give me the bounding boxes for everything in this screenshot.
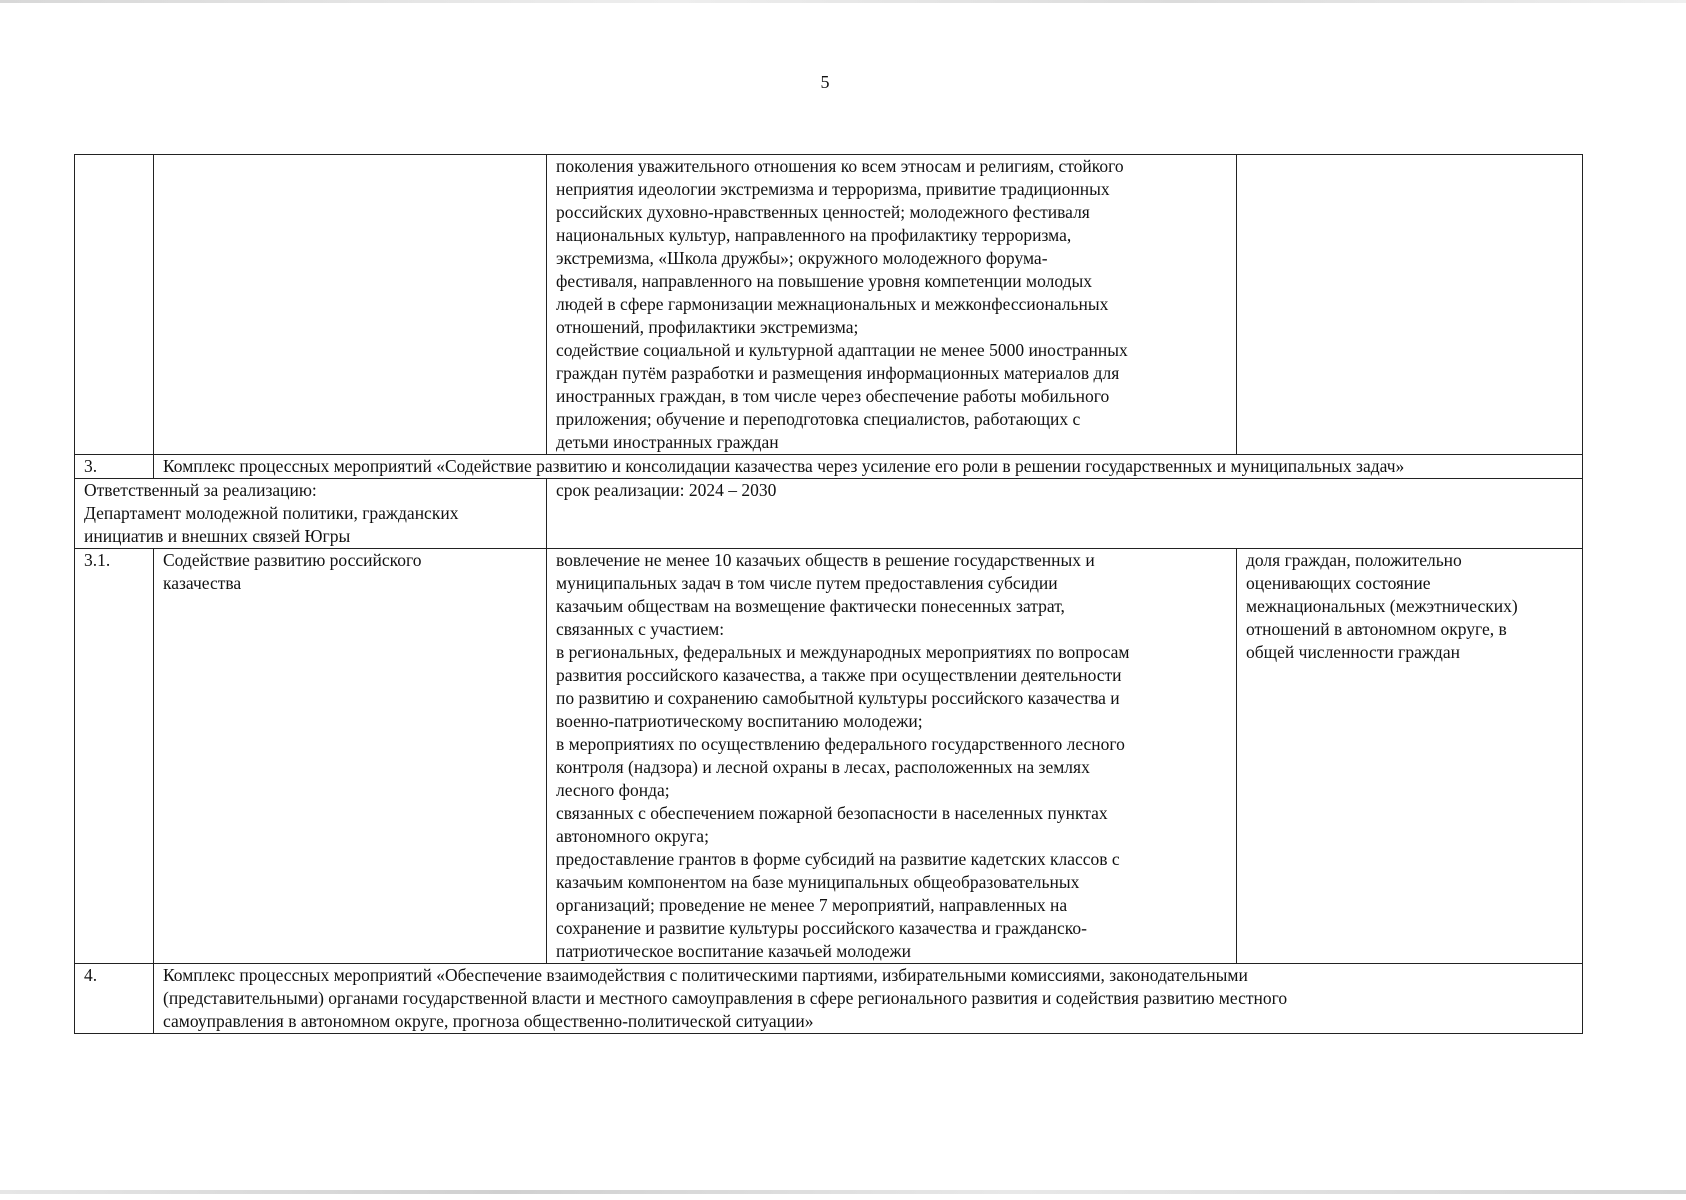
task-line: по развитию и сохранению самобытной культуры российского казачества и xyxy=(556,688,1120,708)
section-number: 3. xyxy=(75,455,154,479)
section-title-text: Комплекс процессных мероприятий «Содействие развитию и консолидации казачества через усиление его роли в решении государственных и муниципальных задач» xyxy=(163,456,1405,476)
name-cell xyxy=(154,155,547,455)
section-title-line: самоуправления в автономном округе, прогноза общественно-политической ситуации» xyxy=(163,1011,814,1031)
scan-edge-bottom xyxy=(0,1190,1686,1194)
task-line: иностранных граждан, в том числе через обеспечение работы мобильного xyxy=(556,386,1110,406)
indicator-line: отношений в автономном округе, в xyxy=(1246,619,1507,639)
task-line: казачьим обществам на возмещение фактически понесенных затрат, xyxy=(556,596,1065,616)
term-cell xyxy=(547,479,1583,549)
indicator-line: оценивающих состояние xyxy=(1246,573,1431,593)
num-cell: 3.1. xyxy=(75,549,154,964)
program-table xyxy=(74,154,1583,1034)
task-line: организаций; проведение не менее 7 мероприятий, направленных на xyxy=(556,895,1068,915)
task-line: экстремизма, «Школа дружбы»; окружного молодежного форума- xyxy=(556,248,1048,268)
task-line: в региональных, федеральных и международных мероприятиях по вопросам xyxy=(556,642,1130,662)
task-line: национальных культур, направленного на профилактику терроризма, xyxy=(556,225,1072,245)
task-line: людей в сфере гармонизации межнациональных и межконфессиональных xyxy=(556,294,1109,314)
task-line: лесного фонда; xyxy=(556,780,670,800)
term-text: срок реализации: 2024 – 2030 xyxy=(556,480,777,500)
task-line: развития российского казачества, а также при осуществлении деятельности xyxy=(556,665,1122,685)
section-number: 4. xyxy=(75,964,154,1034)
task-line: связанных с обеспечением пожарной безопасности в населенных пунктах xyxy=(556,803,1108,823)
task-cell xyxy=(547,155,1237,455)
name-line: Содействие развитию российского xyxy=(163,550,422,570)
scan-edge-top xyxy=(0,0,1686,3)
task-line: муниципальных задач в том числе путем предоставления субсидии xyxy=(556,573,1058,593)
page-number: 5 xyxy=(820,72,830,92)
responsible-line: Ответственный за реализацию: xyxy=(84,480,317,500)
indicator-line: межнациональных (межэтнических) xyxy=(1246,596,1518,616)
indicator-line: доля граждан, положительно xyxy=(1246,550,1462,570)
responsible-cell xyxy=(75,479,547,549)
task-line: содействие социальной и культурной адаптации не менее 5000 иностранных xyxy=(556,340,1128,360)
indicator-cell xyxy=(1237,155,1583,455)
task-line: граждан путём разработки и размещения информационных материалов для xyxy=(556,363,1120,383)
indicator-line: общей численности граждан xyxy=(1246,642,1460,662)
task-line: неприятия идеологии экстремизма и терроризма, привитие традиционных xyxy=(556,179,1110,199)
table-row-section-3 xyxy=(75,455,1583,479)
task-line: автономного округа; xyxy=(556,826,709,846)
responsible-line: Департамент молодежной политики, гражданских xyxy=(84,503,459,523)
section-title xyxy=(154,964,1583,1034)
task-line: сохранение и развитие культуры российского казачества и гражданско- xyxy=(556,918,1087,938)
task-line: фестиваля, направленного на повышение уровня компетенции молодых xyxy=(556,271,1093,291)
task-line: военно-патриотическому воспитанию молодежи; xyxy=(556,711,923,731)
task-line: приложения; обучение и переподготовка специалистов, работающих с xyxy=(556,409,1081,429)
task-line: патриотическое воспитание казачьей молодежи xyxy=(556,941,911,961)
table-row-section-4 xyxy=(75,964,1583,1034)
responsible-line: инициатив и внешних связей Югры xyxy=(84,526,351,546)
task-line: российских духовно-нравственных ценностей; молодежного фестиваля xyxy=(556,202,1090,222)
task-line: детьми иностранных граждан xyxy=(556,432,779,452)
task-line: казачьим компонентом на базе муниципальных общеобразовательных xyxy=(556,872,1080,892)
num-cell xyxy=(75,155,154,455)
task-line: предоставление грантов в форме субсидий на развитие кадетских классов с xyxy=(556,849,1120,869)
section-title-line: (представительными) органами государственной власти и местного самоуправления в сфере регионального развития и содействия развитию местного xyxy=(163,988,1288,1008)
task-line: вовлечение не менее 10 казачьих обществ в решение государственных и xyxy=(556,550,1095,570)
section-title-line: Комплекс процессных мероприятий «Обеспечение взаимодействия с политическими партиями, избирательными комиссиями, законодательными xyxy=(163,965,1248,985)
task-line: поколения уважительного отношения ко всем этносам и религиям, стойкого xyxy=(556,156,1124,176)
table-row-3-1 xyxy=(75,549,1583,964)
task-line: отношений, профилактики экстремизма; xyxy=(556,317,859,337)
name-cell xyxy=(154,549,547,964)
name-line: казачества xyxy=(163,573,242,593)
task-cell xyxy=(547,549,1237,964)
table-row-continuation xyxy=(75,155,1583,455)
task-line: связанных с участием: xyxy=(556,619,725,639)
indicator-cell xyxy=(1237,549,1583,964)
task-line: контроля (надзора) и лесной охраны в лесах, расположенных на землях xyxy=(556,757,1090,777)
table-row-responsible xyxy=(75,479,1583,549)
task-line: в мероприятиях по осуществлению федерального государственного лесного xyxy=(556,734,1125,754)
section-title xyxy=(154,455,1583,479)
